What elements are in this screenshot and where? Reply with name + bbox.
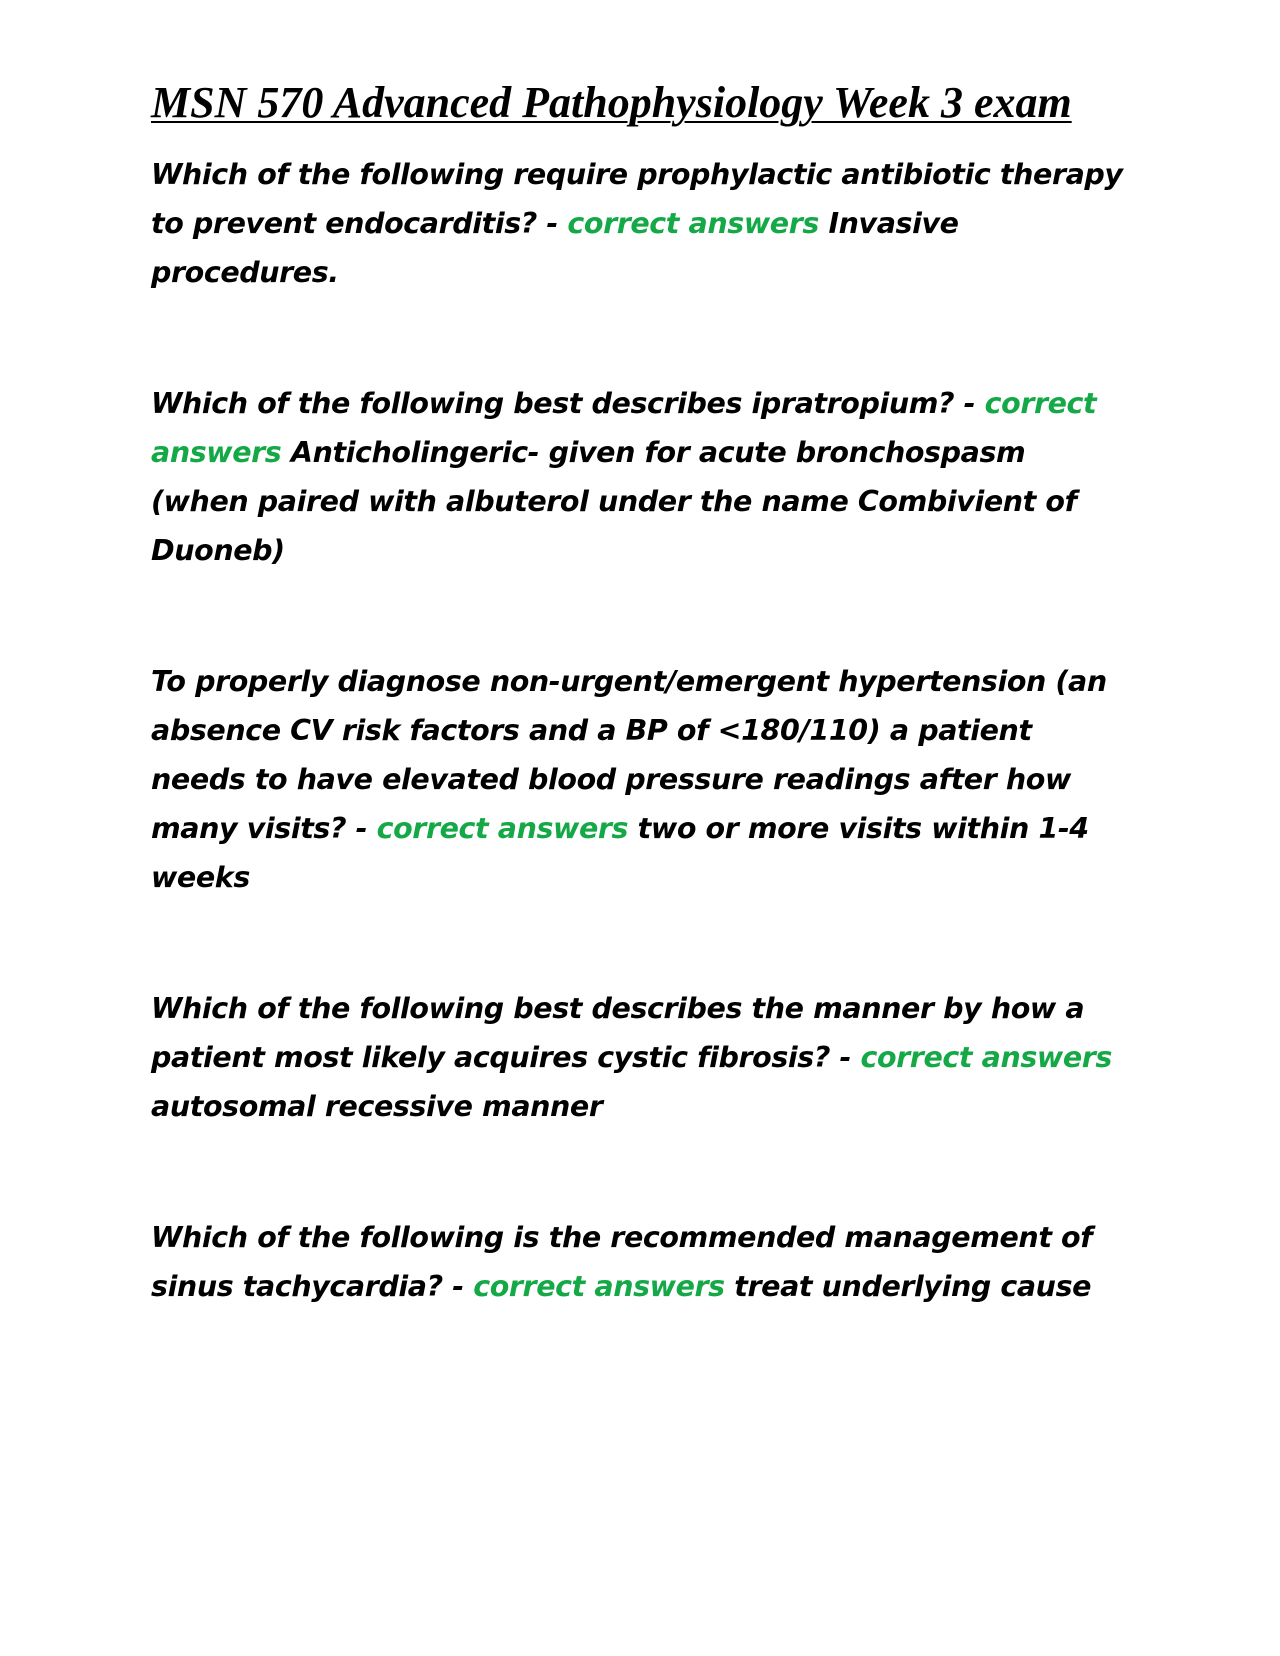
answer-marker: correct answers [567, 207, 819, 240]
answer-marker: correct answers [473, 1270, 725, 1303]
qa-item [151, 379, 1131, 575]
document-body [151, 78, 1131, 1393]
question-text: Which of the following is the recommended management of sinus tachycardia? - [151, 1221, 1093, 1303]
question-text: Which of the following best describes the manner by how a patient most likely acquires cystic fibrosis? - [151, 992, 1085, 1074]
answer-text: treat underlying cause [734, 1270, 1092, 1303]
document-title: MSN 570 Advanced Pathophysiology Week 3 exam [151, 78, 1072, 127]
qa-item [151, 1213, 1131, 1311]
answer-marker: correct answers [151, 387, 1097, 469]
qa-item [151, 984, 1131, 1131]
answer-text: two or more visits within 1-4 weeks [151, 812, 1089, 894]
question-text: Which of the following require prophylactic antibiotic therapy to prevent endocarditis? - [151, 158, 1123, 240]
answer-marker: correct answers [860, 1041, 1112, 1074]
question-text: Which of the following best describes ipratropium? - [151, 387, 976, 420]
answer-marker: correct answers [376, 812, 629, 845]
qa-item [151, 657, 1131, 902]
answer-text: autosomal recessive manner [151, 1090, 603, 1123]
answer-text: Invasive procedures. [151, 207, 959, 289]
question-text: To properly diagnose non-urgent/emergent hypertension (an absence CV risk factors and a BP of <180/110) a patient needs to have elevated blood pressure readings after how many visits? - [151, 665, 1107, 845]
answer-text: Anticholingeric- given for acute bronchospasm (when paired with albuterol under the name Combivient of Duoneb) [151, 436, 1077, 567]
qa-item [151, 150, 1131, 297]
